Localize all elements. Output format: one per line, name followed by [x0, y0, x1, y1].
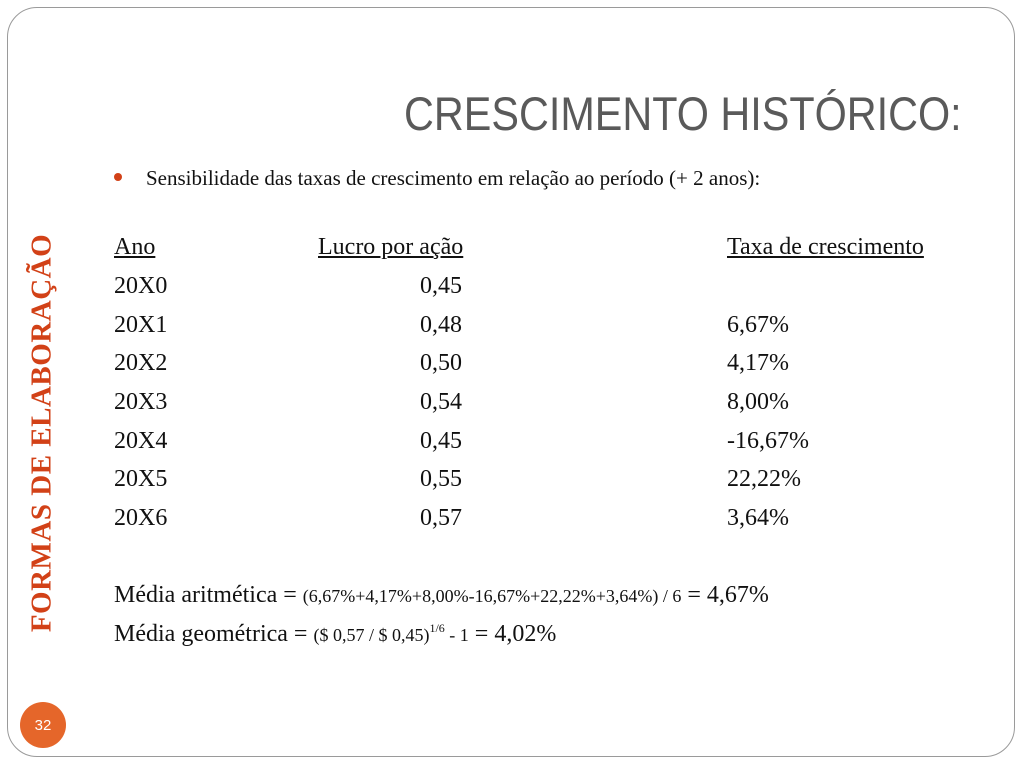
cell-eps: 0,55	[420, 466, 462, 492]
cell-growth: 8,00%	[727, 389, 789, 415]
geo-tail: - 1	[444, 625, 469, 645]
page-number-badge	[20, 702, 66, 748]
cell-year: 20X2	[114, 350, 168, 376]
slide-title: CRESCIMENTO HISTÓRICO:	[404, 87, 962, 140]
cell-eps: 0,45	[420, 428, 462, 454]
cell-year: 20X4	[114, 428, 168, 454]
page-number: 32	[34, 716, 52, 734]
cell-year: 20X3	[114, 389, 168, 415]
cell-growth: 6,67%	[727, 312, 789, 338]
cell-year: 20X5	[114, 466, 168, 492]
geo-exponent: 1/6	[429, 621, 445, 635]
cell-eps: 0,57	[420, 505, 462, 531]
cell-growth: 4,17%	[727, 350, 789, 376]
bullet-text	[118, 166, 760, 191]
bullet-label: Sensibilidade das taxas de crescimento em relação ao período (+ 2 anos):	[146, 166, 761, 190]
header-taxa: Taxa de crescimento	[727, 234, 924, 260]
cell-eps: 0,54	[420, 389, 462, 415]
cell-growth: -16,67%	[727, 428, 809, 454]
cell-eps: 0,45	[420, 273, 462, 299]
side-title	[18, 198, 66, 668]
geometric-mean	[114, 621, 556, 648]
geo-label: Média geométrica =	[114, 621, 314, 647]
arith-expression: (6,67%+4,17%+8,00%-16,67%+22,22%+3,64%) / 6	[302, 586, 682, 606]
arith-label: Média aritmética =	[114, 582, 303, 608]
header-lucro: Lucro por ação	[318, 234, 464, 260]
cell-growth: 3,64%	[727, 505, 789, 531]
cell-year: 20X6	[114, 505, 168, 531]
side-title-text: FORMAS DE ELABORAÇÃO	[25, 233, 58, 633]
arith-result: = 4,67%	[681, 582, 769, 608]
cell-eps: 0,50	[420, 350, 462, 376]
cell-growth: 22,22%	[727, 466, 801, 492]
arithmetic-mean	[114, 582, 769, 609]
geo-result: = 4,02%	[468, 621, 557, 647]
cell-eps: 0,48	[420, 312, 462, 338]
cell-year: 20X1	[114, 312, 168, 338]
cell-year: 20X0	[114, 273, 168, 299]
geo-expression: ($ 0,57 / $ 0,45)	[313, 625, 430, 645]
header-ano: Ano	[114, 234, 156, 260]
